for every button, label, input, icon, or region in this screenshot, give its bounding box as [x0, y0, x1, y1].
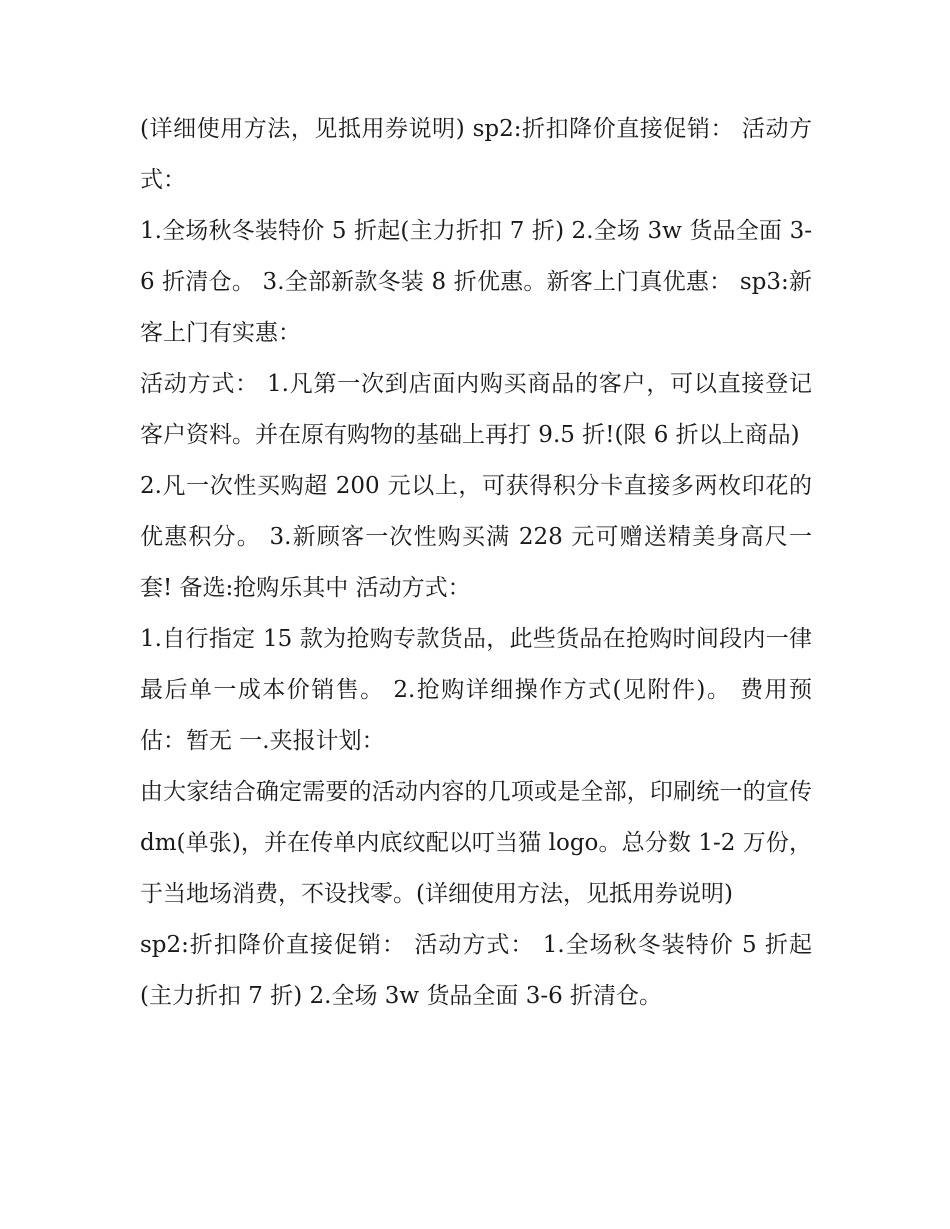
paragraph-flash-sale: 1.自行指定 15 款为抢购专款货品，此些货品在抢购时间段内一律最后单一成本价销售。 2.抢购详细操作方式(见附件)。 费用预估：暂无 一.夹报计划： — [140, 626, 812, 754]
paragraph-flyer-plan: 由大家结合确定需要的活动内容的几项或是全部，印刷统一的宣传 dm(单张)，并在传单内底纹配以叮当猫 logo。总分数 1-2 万份，于当地场消费，不设找零。(详细使用方法，见抵用券说明) — [140, 779, 812, 907]
paragraph-discount-offers: 1.全场秋冬装特价 5 折起(主力折扣 7 折) 2.全场 3w 货品全面 3-6 折清仓。 3.全部新款冬装 8 折优惠。新客上门真优惠： sp3:新客上门有实惠： — [140, 218, 812, 346]
paragraph-coupon-intro: (详细使用方法，见抵用券说明) sp2:折扣降价直接促销： 活动方式： — [140, 116, 812, 193]
document-body — [140, 104, 812, 1022]
paragraph-points-and-gift: 2.凡一次性买购超 200 元以上，可获得积分卡直接多两枚印花的优惠积分。 3.新顾客一次性购买满 228 元可赠送精美身高尺一套! 备选:抢购乐其中 活动方式： — [140, 473, 812, 601]
paragraph-discount-repeat: sp2:折扣降价直接促销： 活动方式： 1.全场秋冬装特价 5 折起(主力折扣 7 折) 2.全场 3w 货品全面 3-6 折清仓。 — [140, 932, 812, 1009]
paragraph-new-customer-activity: 活动方式： 1.凡第一次到店面内购买商品的客户，可以直接登记客户资料。并在原有购物的基础上再打 9.5 折!(限 6 折以上商品) — [140, 371, 812, 448]
